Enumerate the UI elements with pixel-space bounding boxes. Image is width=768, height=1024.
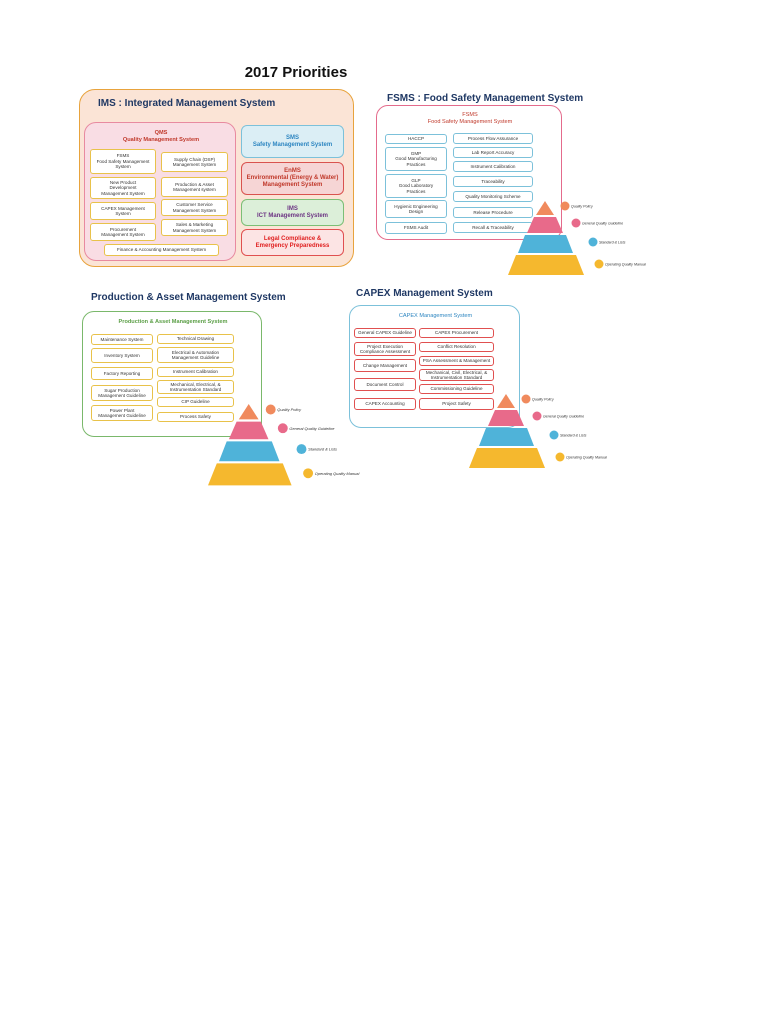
fsms-right-item: Traceability (453, 176, 533, 187)
qms-item: Supply Chain (DSP) Management System (161, 152, 228, 172)
pyramid-diagram (508, 201, 646, 277)
capex-right-item: Project Safety (419, 398, 494, 410)
fsms-right-item: Recall & Traceability (453, 222, 533, 233)
pam-left-item: Power Plant Management Guideline (91, 405, 153, 421)
pam-right-item: CIP Guideline (157, 397, 234, 407)
pyramid-label: Operating Quality Manual (566, 455, 607, 460)
pam-inner-title: Production & Asset Management System (118, 319, 228, 325)
fsms-title: FSMS : Food Safety Management System (387, 93, 584, 104)
pyramid-diagram (208, 404, 360, 488)
fsms-left-item: GMP Good Manufacturing Practices (385, 147, 447, 171)
pyramid-label: Quality Policy (571, 204, 593, 209)
pyramid-dot (556, 453, 565, 462)
capex-title: CAPEX Management System (356, 288, 493, 299)
legal-panel: Legal Compliance & Emergency Preparedness (241, 229, 344, 256)
qms-item: Sales & Marketing Management System (161, 219, 228, 236)
qms-item: Procurement Management System (90, 223, 156, 241)
capex-left-item: Project Execution Compliance Assessment (354, 342, 416, 356)
qms-item: FSMS Food Safety Management System (90, 149, 156, 174)
pam-right-item: Instrument Calibration (157, 367, 234, 377)
fsms-left-item: Hygienic Engineering Design (385, 200, 447, 218)
pyramid-dot (522, 395, 531, 404)
pam-right-item: Technical Drawing (157, 334, 234, 344)
fsms-left-item: HACCP (385, 134, 447, 144)
enms-panel: EnMS Environmental (Energy & Water) Management System (241, 162, 344, 195)
fsms-right-item: Lab Report Accuracy (453, 147, 533, 158)
capex-right-item: Conflict Resolution (419, 342, 494, 352)
pam-left-item: Sugar Production Management Guideline (91, 385, 153, 401)
pyramid-tier (497, 394, 515, 408)
pyramid-tier (518, 235, 573, 253)
qms-title: QMS Quality Management System (122, 130, 200, 143)
fsms-right-item: Process Flow Assurance (453, 133, 533, 144)
pyramid-label: General Quality Guideline (543, 414, 585, 419)
capex-inner-title: CAPEX Management System (398, 313, 473, 319)
qms-item: Production & Asset Management system (161, 177, 228, 197)
qms-item: Customer Service Management System (161, 199, 228, 216)
pyramid-label: General Quality Guideline (582, 221, 624, 226)
pam-title: Production & Asset Management System (91, 292, 286, 303)
pyramid-dot (533, 412, 542, 421)
fsms-inner-title: FSMS Food Safety Management System (427, 112, 513, 125)
pyramid-label: Quality Policy (532, 397, 554, 402)
pyramid-label: Standard & Lists (308, 446, 338, 452)
capex-left-item: CAPEX Accounting (354, 398, 416, 410)
pyramid-label: Operating Quality Manual (605, 262, 646, 267)
pyramid-dot (561, 202, 570, 211)
pyramid-tier (479, 428, 534, 446)
pyramid-tier (527, 217, 563, 233)
fsms-right-item: Instrument Calibration (453, 161, 533, 172)
pyramid-dot (266, 405, 276, 415)
pyramid-dot (589, 238, 598, 247)
ims-title: IMS : Integrated Management System (98, 98, 276, 109)
pyramid-tier (488, 410, 524, 426)
pyramid-tier (229, 422, 269, 440)
capex-right-item: PSA Assessment & Management (419, 356, 494, 366)
capex-left-item: Change Management (354, 359, 416, 372)
fsms-right-item: Release Procedure (453, 207, 533, 218)
pyramid-tier (469, 448, 545, 468)
capex-right-item: Commissioning Guideline (419, 384, 494, 394)
fsms-left-item: GLP Good Laboratory Practices (385, 174, 447, 198)
pyramid-label: Standard & Lists (599, 240, 626, 245)
qms-item: New Product Development Management System (90, 177, 156, 199)
fsms-left-item: FSMS Audit (385, 222, 447, 234)
pyramid-dot (595, 260, 604, 269)
qms-item: CAPEX Management System (90, 202, 156, 220)
qms-finance-item: Finance & Accounting Management System (104, 244, 219, 256)
pam-left-item: Maintenance System (91, 334, 153, 345)
sms-panel: SMS Safety Management System (241, 125, 344, 158)
pyramid-label: Standard & Lists (560, 433, 587, 438)
capex-right-item: Mechanical, Civil, Electrical, & Instrumentation Standard (419, 369, 494, 381)
capex-right-item: CAPEX Procurement (419, 328, 494, 338)
pyramid-dot (572, 219, 581, 228)
pyramid-tier (508, 255, 584, 275)
fsms-right-item: Quality Monitoring Scheme (453, 191, 533, 202)
pyramid-tier (208, 463, 292, 485)
pyramid-label: Operating Quality Manual (314, 470, 360, 476)
capex-left-item: Document Control (354, 378, 416, 391)
pyramid-tier (239, 404, 259, 419)
pam-right-item: Electrical & Automation Management Guideline (157, 347, 234, 363)
pyramid-dot (550, 431, 559, 440)
pam-left-item: Factory Reporting (91, 367, 153, 380)
pam-right-item: Process Safety (157, 412, 234, 422)
pyramid-dot (278, 423, 288, 433)
pyramid-tier (219, 441, 279, 461)
pyramid-label: General Quality Guideline (289, 425, 335, 431)
pyramid-label: Quality Policy (277, 407, 302, 413)
pyramid-tier (536, 201, 554, 215)
pam-left-item: Inventory System (91, 348, 153, 363)
page-title: 2017 Priorities (244, 64, 348, 81)
pam-right-item: Mechanical, Electrical, & Instrumentation Standard (157, 380, 234, 394)
pyramid-dot (303, 468, 313, 478)
pyramid-diagram (469, 394, 607, 470)
ict-panel: IMS ICT Management System (241, 199, 344, 226)
capex-left-item: General CAPEX Guideline (354, 328, 416, 338)
pyramid-dot (297, 444, 307, 454)
